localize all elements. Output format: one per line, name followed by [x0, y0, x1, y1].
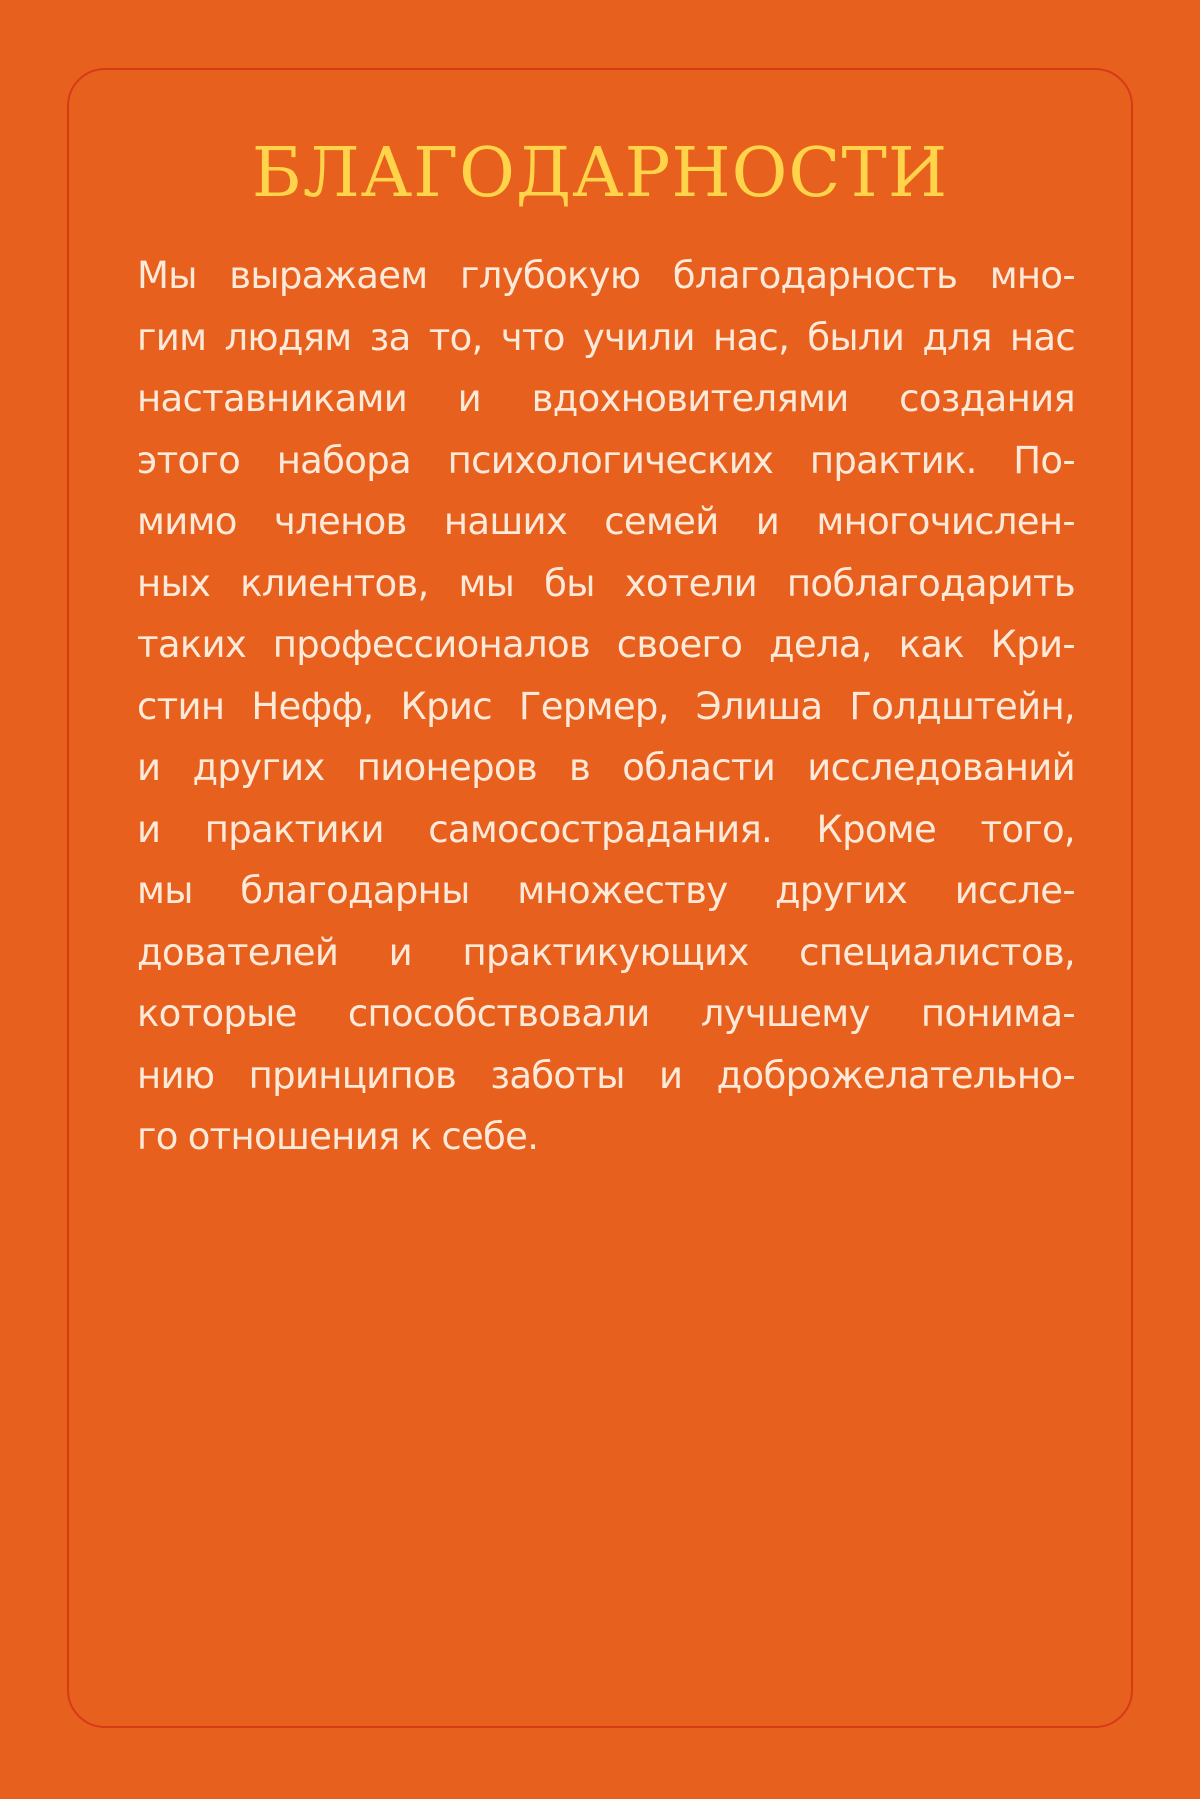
text-line: мимо членов наших семей и многочислен- [137, 500, 1075, 543]
text-line: дователей и практикующих специалистов, [137, 930, 1075, 974]
text-line: Мы выражаем глубокую благодарность мно- [137, 254, 1075, 297]
text-line: таких профессионалов своего дела, как Кри- [137, 623, 1075, 666]
text-line: наставниками и вдохновителями создания [137, 377, 1075, 420]
text-line: мы благодарны множеству других иссле- [137, 869, 1075, 912]
text-line: ных клиентов, мы бы хотели поблагодарить [137, 561, 1075, 605]
text-line: нию принципов заботы и доброжелательно- [137, 1053, 1075, 1097]
content-frame [67, 68, 1133, 1728]
text-line: стин Нефф, Крис Гермер, Элиша Голдштейн, [137, 684, 1075, 728]
text-line: которые способствовали лучшему понима- [137, 992, 1075, 1035]
text-line: и других пионеров в области исследований [137, 746, 1075, 789]
text-line: и практики самосострадания. Кроме того, [137, 807, 1075, 851]
text-line: гим людям за то, что учили нас, были для нас [137, 315, 1075, 359]
page-title: БЛАГОДАРНОСТИ [251, 134, 949, 213]
text-line: го отношения к себе. [137, 1115, 539, 1158]
text-line: этого набора психологических практик. По- [137, 438, 1075, 482]
acknowledgements-text [137, 245, 1075, 1168]
